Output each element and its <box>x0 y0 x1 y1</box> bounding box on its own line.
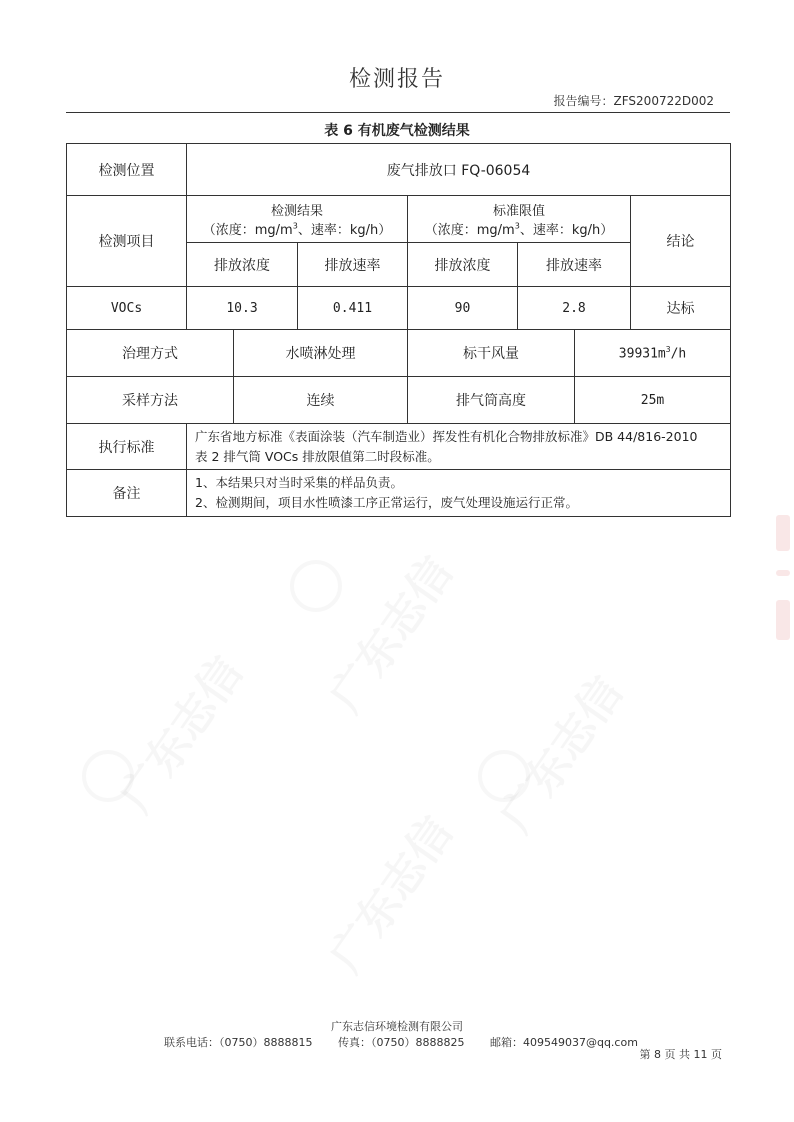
treatment-value: 水喷淋处理 <box>234 330 408 377</box>
unit-text: （浓度：mg/m <box>424 223 515 238</box>
page-number: 第 8 页 共 11 页 <box>639 1048 722 1061</box>
unit-text: （浓度：mg/m <box>202 223 293 238</box>
sampling-value: 连续 <box>234 377 408 424</box>
remark-line-1: 1、本结果只对当时采集的样品负责。 <box>195 475 403 490</box>
seam-stamp-mark <box>776 570 790 576</box>
watermark-text: 广东志信 <box>320 807 464 982</box>
airflow-value <box>575 330 731 377</box>
limit-group-header <box>408 196 631 243</box>
limit-group-unit <box>412 219 626 238</box>
airflow-sup: 3 <box>665 344 671 354</box>
remark-label: 备注 <box>67 470 187 517</box>
watermark-text: 广东志信 <box>320 547 464 722</box>
airflow-label: 标干风量 <box>408 330 575 377</box>
unit-text: 、速率：kg/h） <box>297 223 392 238</box>
results-table-container <box>66 143 730 517</box>
remark-line-2: 2、检测期间，项目水性喷漆工序正常运行，废气处理设施运行正常。 <box>195 495 578 510</box>
standard-line-1: 广东省地方标准《表面涂装（汽车制造业）挥发性有机化合物排放标准》DB 44/816-2010 <box>195 428 698 444</box>
results-table <box>66 143 731 517</box>
item-label: 检测项目 <box>67 196 187 287</box>
footer-fax: 传真：（0750）8888825 <box>337 1036 465 1049</box>
airflow-unit: /h <box>670 346 687 362</box>
stack-height-label: 排气筒高度 <box>408 377 575 424</box>
limit-group-label: 标准限值 <box>492 204 545 219</box>
result-group-label: 检测结果 <box>270 204 323 219</box>
report-number: 报告编号：ZFS200722D002 <box>553 94 714 108</box>
watermark-logo-icon <box>478 750 530 802</box>
header-rule <box>66 112 730 113</box>
watermark-text: 广东志信 <box>490 667 634 842</box>
seam-stamp-mark <box>776 515 790 551</box>
table-caption: 表 6 有机废气检测结果 <box>324 123 470 139</box>
standard-line-2: 表 2 排气筒 VOCs 排放限值第二时段标准。 <box>195 448 440 464</box>
unit-text: 、速率：kg/h） <box>519 223 614 238</box>
row-rate: 0.411 <box>298 287 408 330</box>
row-conclusion: 达标 <box>631 287 731 330</box>
footer-email: 邮箱：409549037@qq.com <box>489 1036 638 1049</box>
conc-label-result: 排放浓度 <box>187 243 298 287</box>
watermark-logo-icon <box>290 560 342 612</box>
seam-stamp-mark <box>776 600 790 640</box>
airflow-number: 39931m <box>618 346 666 362</box>
location-value: 废气排放口 FQ-06054 <box>187 144 731 196</box>
rate-label-limit: 排放速率 <box>518 243 631 287</box>
standard-label: 执行标准 <box>67 424 187 470</box>
row-conc: 10.3 <box>187 287 298 330</box>
unit-sup: 3 <box>292 221 298 231</box>
row-limit-conc: 90 <box>408 287 518 330</box>
row-item: VOCs <box>67 287 187 330</box>
conc-label-limit: 排放浓度 <box>408 243 518 287</box>
conclusion-label: 结论 <box>631 196 731 287</box>
standard-text <box>187 424 731 470</box>
footer-company: 广东志信环境检测有限公司 <box>331 1020 463 1033</box>
footer-contact <box>164 1034 660 1050</box>
treatment-label: 治理方式 <box>67 330 234 377</box>
sampling-label: 采样方法 <box>67 377 234 424</box>
watermark-logo-icon <box>82 750 134 802</box>
remark-text <box>187 470 731 517</box>
page-title: 检测报告 <box>348 67 445 92</box>
watermark-text: 广东志信 <box>110 647 254 822</box>
result-group-unit <box>191 219 403 238</box>
unit-sup: 3 <box>514 221 520 231</box>
stack-height-value: 25m <box>575 377 731 424</box>
location-label: 检测位置 <box>67 144 187 196</box>
result-group-header <box>187 196 408 243</box>
row-limit-rate: 2.8 <box>518 287 631 330</box>
footer-phone: 联系电话：（0750）8888815 <box>164 1036 313 1049</box>
rate-label-result: 排放速率 <box>298 243 408 287</box>
